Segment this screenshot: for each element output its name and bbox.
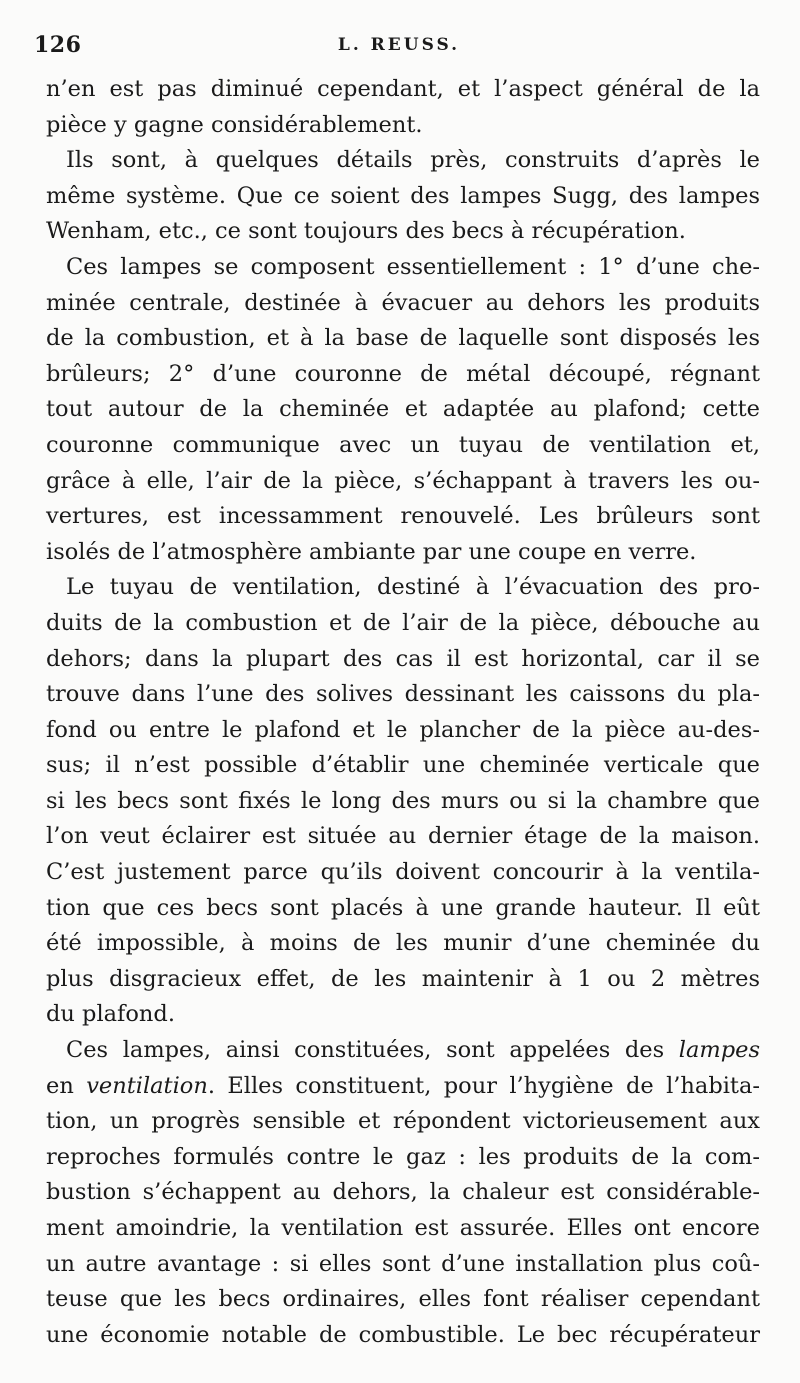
text-line: un autre avantage : si elles sont d’une installation plus coû-	[46, 1250, 760, 1277]
text-line: Ces lampes se composent essentiellement : 1° d’une che-	[66, 253, 760, 280]
text-line: si les becs sont fixés le long des murs ou si la chambre que	[46, 787, 760, 814]
text-line: C’est justement parce qu’ils doivent concourir à la ventila-	[46, 859, 760, 886]
text-line: trouve dans l’une des solives dessinant les caissons du pla-	[46, 681, 760, 708]
text-line: Ces lampes, ainsi constituées, sont appelées des lampes	[66, 1037, 760, 1064]
text-line: tout autour de la cheminée et adaptée au plafond; cette	[46, 396, 760, 423]
text-line: brûleurs; 2° d’une couronne de métal découpé, régnant	[46, 360, 760, 387]
text-line: grâce à elle, l’air de la pièce, s’échappant à travers les ou-	[46, 467, 760, 494]
body-text	[46, 72, 760, 1353]
page-number: 126	[34, 32, 82, 58]
text-line: ment amoindrie, la ventilation est assurée. Elles ont encore	[46, 1215, 760, 1241]
text-line: teuse que les becs ordinaires, elles font réaliser cependant	[46, 1286, 760, 1313]
text-line: minée centrale, destinée à évacuer au dehors les produits	[46, 289, 760, 316]
text-line: Wenham, etc., ce sont toujours des becs à récupération.	[46, 218, 686, 245]
text-line: pièce y gagne considérablement.	[46, 111, 423, 138]
text-line: bustion s’échappent au dehors, la chaleur est considérable-	[46, 1179, 760, 1206]
text-line: Le tuyau de ventilation, destiné à l’évacuation des pro-	[66, 574, 760, 601]
page-header	[34, 28, 764, 64]
text-line: n’en est pas diminué cependant, et l’aspect général de la	[46, 76, 760, 102]
text-line: duits de la combustion et de l’air de la pièce, débouche au	[46, 609, 760, 636]
text-line: même système. Que ce soient des lampes Sugg, des lampes	[46, 182, 760, 209]
text-line: plus disgracieux effet, de les maintenir à 1 ou 2 mètres	[46, 965, 760, 992]
text-line: dehors; dans la plupart des cas il est horizontal, car il se	[46, 645, 760, 672]
text-line: été impossible, à moins de les munir d’une cheminée du	[46, 930, 760, 957]
text-line: couronne communique avec un tuyau de ventilation et,	[46, 431, 760, 458]
text-line: l’on veut éclairer est située au dernier étage de la maison.	[46, 823, 760, 850]
text-line: tion que ces becs sont placés à une grande hauteur. Il eût	[46, 894, 760, 921]
text-line: Ils sont, à quelques détails près, construits d’après le	[66, 147, 760, 174]
text-line: en ventilation. Elles constituent, pour l’hygiène de l’habita-	[46, 1072, 760, 1099]
text-line: sus; il n’est possible d’établir une cheminée verticale que	[46, 752, 760, 779]
running-head: L. REUSS.	[337, 35, 461, 55]
text-line: vertures, est incessamment renouvelé. Les brûleurs sont	[46, 503, 760, 530]
text-line: une économie notable de combustible. Le bec récupérateur	[46, 1321, 760, 1348]
text-line: tion, un progrès sensible et répondent victorieusement aux	[46, 1108, 760, 1135]
text-line: isolés de l’atmosphère ambiante par une coupe en verre.	[46, 538, 697, 565]
text-line: du plafond.	[46, 1001, 175, 1028]
text-line: de la combustion, et à la base de laquelle sont disposés les	[46, 325, 760, 352]
text-line: reproches formulés contre le gaz : les produits de la com-	[46, 1143, 760, 1170]
text-line: fond ou entre le plafond et le plancher de la pièce au-des-	[46, 716, 760, 743]
